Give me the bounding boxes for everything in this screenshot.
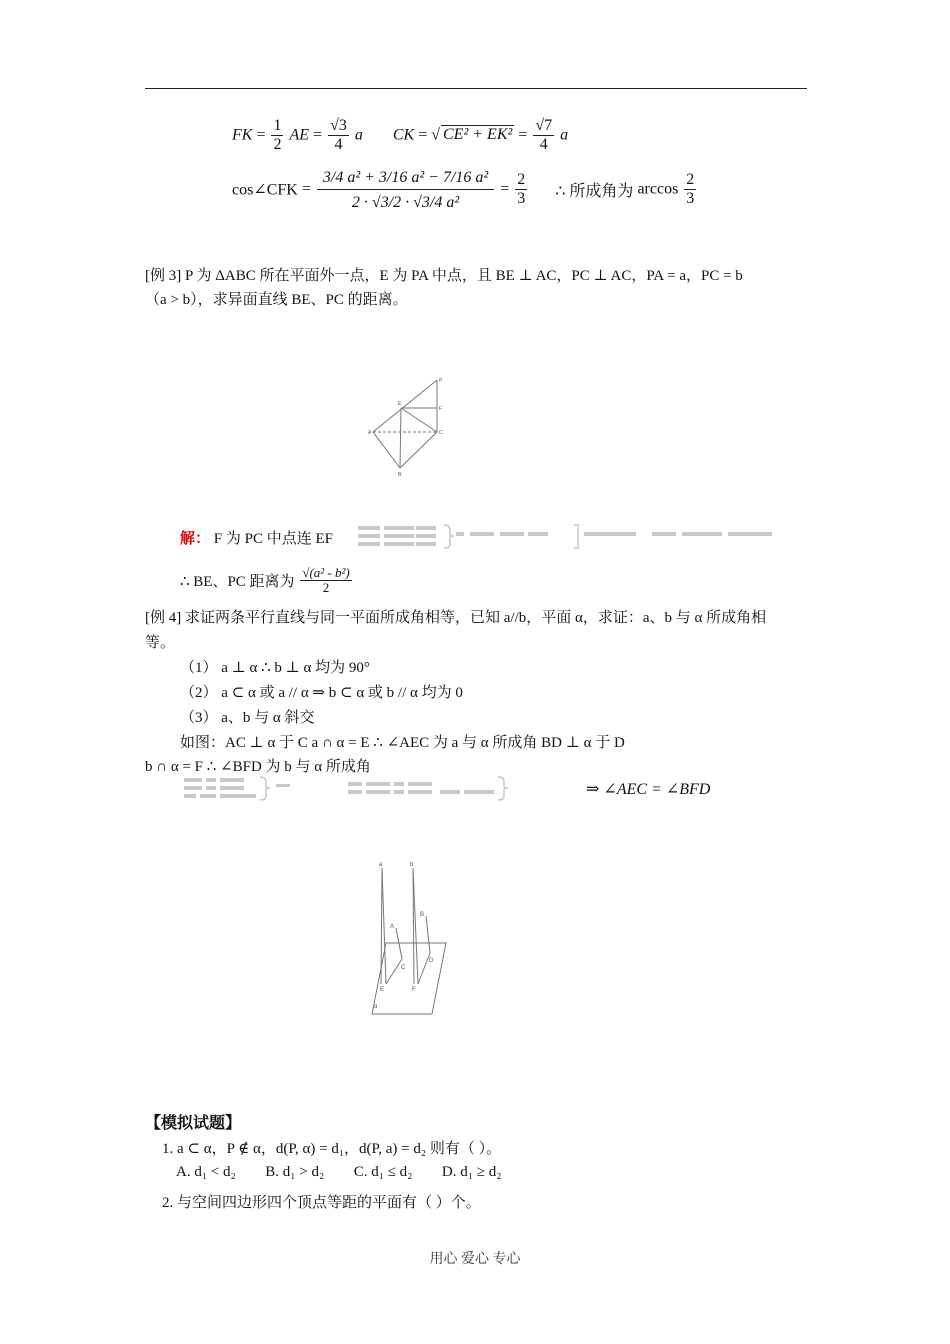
example3-result bbox=[180, 566, 354, 595]
cos-lhs: cos∠CFK bbox=[232, 181, 298, 199]
label-point-f: F bbox=[412, 987, 416, 993]
option-c: C. d₁ ≤ d₂ bbox=[353, 1164, 413, 1180]
solution-text: F 为 PC 中点连 EF bbox=[213, 531, 333, 547]
example4-line1: [例 4] 求证两条平行直线与同一平面所成角相等，已知 a//b，平面 α，求证：a、b 与 α 所成角相 bbox=[145, 610, 767, 626]
label-plane-alpha: α bbox=[374, 1004, 378, 1010]
example4-case1: （1） a ⊥ α ∴ b ⊥ α 均为 90° bbox=[180, 660, 370, 676]
result-den: 2 bbox=[322, 579, 330, 595]
conclusion-frac bbox=[684, 172, 696, 207]
fk-half-frac bbox=[271, 118, 283, 153]
label-point-e: E bbox=[380, 987, 385, 993]
result-prefix: ∴ BE、PC 距离为 bbox=[180, 573, 295, 590]
segment-bd bbox=[426, 916, 430, 953]
cos-value-den: 3 bbox=[517, 189, 526, 207]
label-point-b: B bbox=[420, 912, 425, 918]
page-footer: 用心 爱心 专心 bbox=[429, 1252, 521, 1267]
ck-den4: 4 bbox=[539, 135, 548, 153]
fk-ae: AE bbox=[289, 126, 310, 144]
edge-cb bbox=[400, 432, 437, 468]
example3-line1: [例 3] P 为 ΔABC 所在平面外一点，E 为 PA 中点，且 BE ⊥ AC，PC ⊥ AC，PA = a，PC = b bbox=[145, 268, 743, 284]
cos-value-num: 2 bbox=[517, 171, 526, 188]
example4-as-shown: 如图：AC ⊥ α 于 C a ∩ α = E ∴ ∠AEC 为 a 与 α 所成角 BD ⊥ α 于 D bbox=[180, 735, 625, 751]
line-a bbox=[382, 868, 386, 984]
edge-ab bbox=[373, 432, 400, 468]
edge-ec bbox=[401, 408, 437, 432]
example4-final: ⇒ ∠AEC = ∠BFD bbox=[586, 781, 711, 798]
conclusion-den: 3 bbox=[686, 189, 695, 207]
ck-sqrt7: √7 bbox=[535, 117, 553, 134]
label-c: C bbox=[439, 430, 443, 436]
ck-sqrt7-frac bbox=[533, 118, 554, 153]
cos-denominator: 2 · √3/2 · √3/4 a² bbox=[351, 193, 460, 211]
label-point-a: A bbox=[390, 924, 395, 930]
ck-a: a bbox=[560, 126, 569, 144]
label-a: A bbox=[368, 430, 372, 436]
conclusion-num: 2 bbox=[686, 171, 695, 188]
fk-half-den: 2 bbox=[273, 135, 282, 153]
label-f: F bbox=[439, 406, 443, 412]
label-point-d: D bbox=[429, 958, 434, 964]
formula-cos: cos∠CFK = $\frac{\text{3/4 a² + 3/16 a² − 7/16 a²}}{\text{2 · √3/2 · √3/4 a²}}$ = $\frac{2}{3}$ ∴ 所成角为 arccos $\frac{2}{3}$ bbox=[232, 169, 695, 211]
example4-figure bbox=[368, 858, 458, 1024]
fk-half-num: 1 bbox=[273, 117, 282, 134]
plane-alpha bbox=[372, 943, 446, 1014]
faded-derivation-image-1 bbox=[352, 522, 782, 550]
fk-a: a bbox=[354, 126, 363, 144]
fk-lhs: FK bbox=[232, 126, 253, 144]
example3-solution bbox=[180, 527, 333, 548]
label-line-b: b bbox=[410, 862, 414, 868]
segment-ce bbox=[386, 959, 402, 984]
question-1-options bbox=[176, 1164, 501, 1181]
option-a: A. d₁ < d₂ bbox=[176, 1164, 236, 1180]
option-d: D. d₁ ≥ d₂ bbox=[441, 1164, 502, 1180]
conclusion-prefix: ∴ 所成角为 bbox=[555, 183, 634, 201]
label-b: B bbox=[398, 472, 402, 478]
edge-pa bbox=[373, 380, 437, 432]
example4-case3: （3） a、b 与 α 斜交 bbox=[180, 710, 315, 726]
cos-fraction bbox=[317, 168, 494, 211]
question-2: 2. 与空间四边形四个顶点等距的平面有（ ）个。 bbox=[162, 1195, 481, 1211]
ck-sqrt-expr: CE² + EK² bbox=[443, 126, 513, 144]
result-num: √(a² - b²) bbox=[302, 565, 350, 580]
conclusion-arccos: arccos bbox=[637, 180, 679, 198]
faded-derivation-image-2 bbox=[180, 774, 580, 802]
edge-eb bbox=[400, 408, 401, 468]
example4-line2: 等。 bbox=[145, 635, 176, 651]
fk-den4: 4 bbox=[334, 135, 343, 153]
option-b: B. d₁ > d₂ bbox=[265, 1164, 325, 1180]
label-point-c: C bbox=[401, 965, 406, 971]
example4-case2: （2） a ⊂ α 或 a // α ⇒ b ⊂ α 或 b // α 均为 0 bbox=[180, 685, 463, 701]
label-p: P bbox=[439, 378, 443, 384]
solution-label: 解： bbox=[180, 531, 211, 547]
label-line-a: a bbox=[379, 862, 383, 868]
example3-figure bbox=[365, 370, 455, 482]
question-1: 1. a ⊂ α，P ∉ α，d(P, α) = d₁，d(P, a) = d₂ 则有（ ）。 bbox=[162, 1141, 502, 1157]
label-e: E bbox=[398, 401, 402, 407]
mock-exam-title: 【模拟试题】 bbox=[145, 1115, 242, 1132]
cos-numerator: 3/4 a² + 3/16 a² − 7/16 a² bbox=[317, 168, 494, 190]
example4-line-b: b ∩ α = F ∴ ∠BFD 为 b 与 α 所成角 bbox=[145, 759, 371, 775]
ck-lhs: CK bbox=[392, 126, 415, 144]
fk-sqrt3-frac bbox=[328, 118, 349, 153]
formula-fk-ck: FK = $\frac{1}{2}$ AE = $\frac{√3}{4}$ a CK = √ CE² + EK² = $\frac{√7}{4}$ a bbox=[232, 117, 569, 153]
cos-value bbox=[515, 172, 527, 207]
example3-line2: （a > b），求异面直线 BE、PC 的距离。 bbox=[145, 292, 408, 308]
result-frac bbox=[300, 566, 351, 595]
fk-sqrt3: √3 bbox=[330, 117, 347, 134]
header-rule bbox=[145, 88, 807, 89]
